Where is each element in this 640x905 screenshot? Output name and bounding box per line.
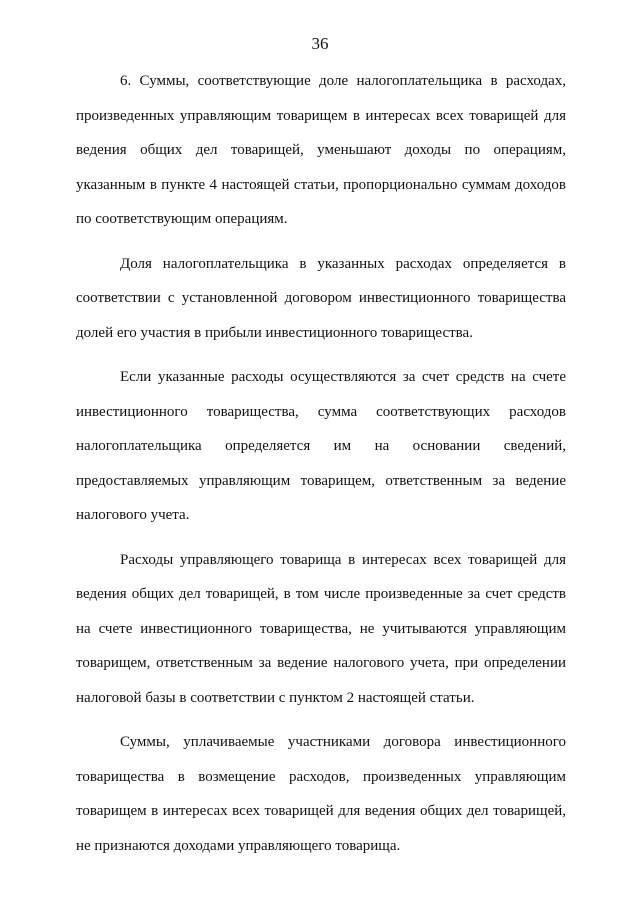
document-body [76, 64, 566, 873]
paragraph-clause-6: 6. Суммы, соответствующие доле налогоплательщика в расходах, произведенных управляющим товарищем в интересах всех товарищей для ведения общих дел товарищей, уменьшают доходы по операциям, указанным в пункте 4 настоящей статьи, пропорционально суммам доходов по соответствующим операциям. [76, 73, 566, 227]
paragraph-reimbursement: Суммы, уплачиваемые участниками договора инвестиционного товарищества в возмещение расходов, произведенных управляющим товарищем в интересах всех товарищей для ведения общих дел товарищей, не признаются доходами управляющего товарища. [76, 734, 566, 854]
paragraph-expenses-from-account: Если указанные расходы осуществляются за счет средств на счете инвестиционного товарищества, сумма соответствующих расходов налогоплательщика определяется им на основании сведений, предоставляемых управляющим товарищем, ответственным за ведение налогового учета. [76, 369, 566, 523]
paragraph-managing-partner-expenses: Расходы управляющего товарища в интересах всех товарищей для ведения общих дел товарищей, в том числе произведенные за счет средств на счете инвестиционного товарищества, не учитываются управляющим товарищем, ответственным за ведение налогового учета, при определении налоговой базы в соответствии с пунктом 2 настоящей статьи. [76, 551, 566, 706]
paragraph-taxpayer-share: Доля налогоплательщика в указанных расходах определяется в соответствии с установленной договором инвестиционного товарищества долей его участия в прибыли инвестиционного товарищества. [76, 255, 566, 341]
page-number: 36 [311, 34, 329, 53]
